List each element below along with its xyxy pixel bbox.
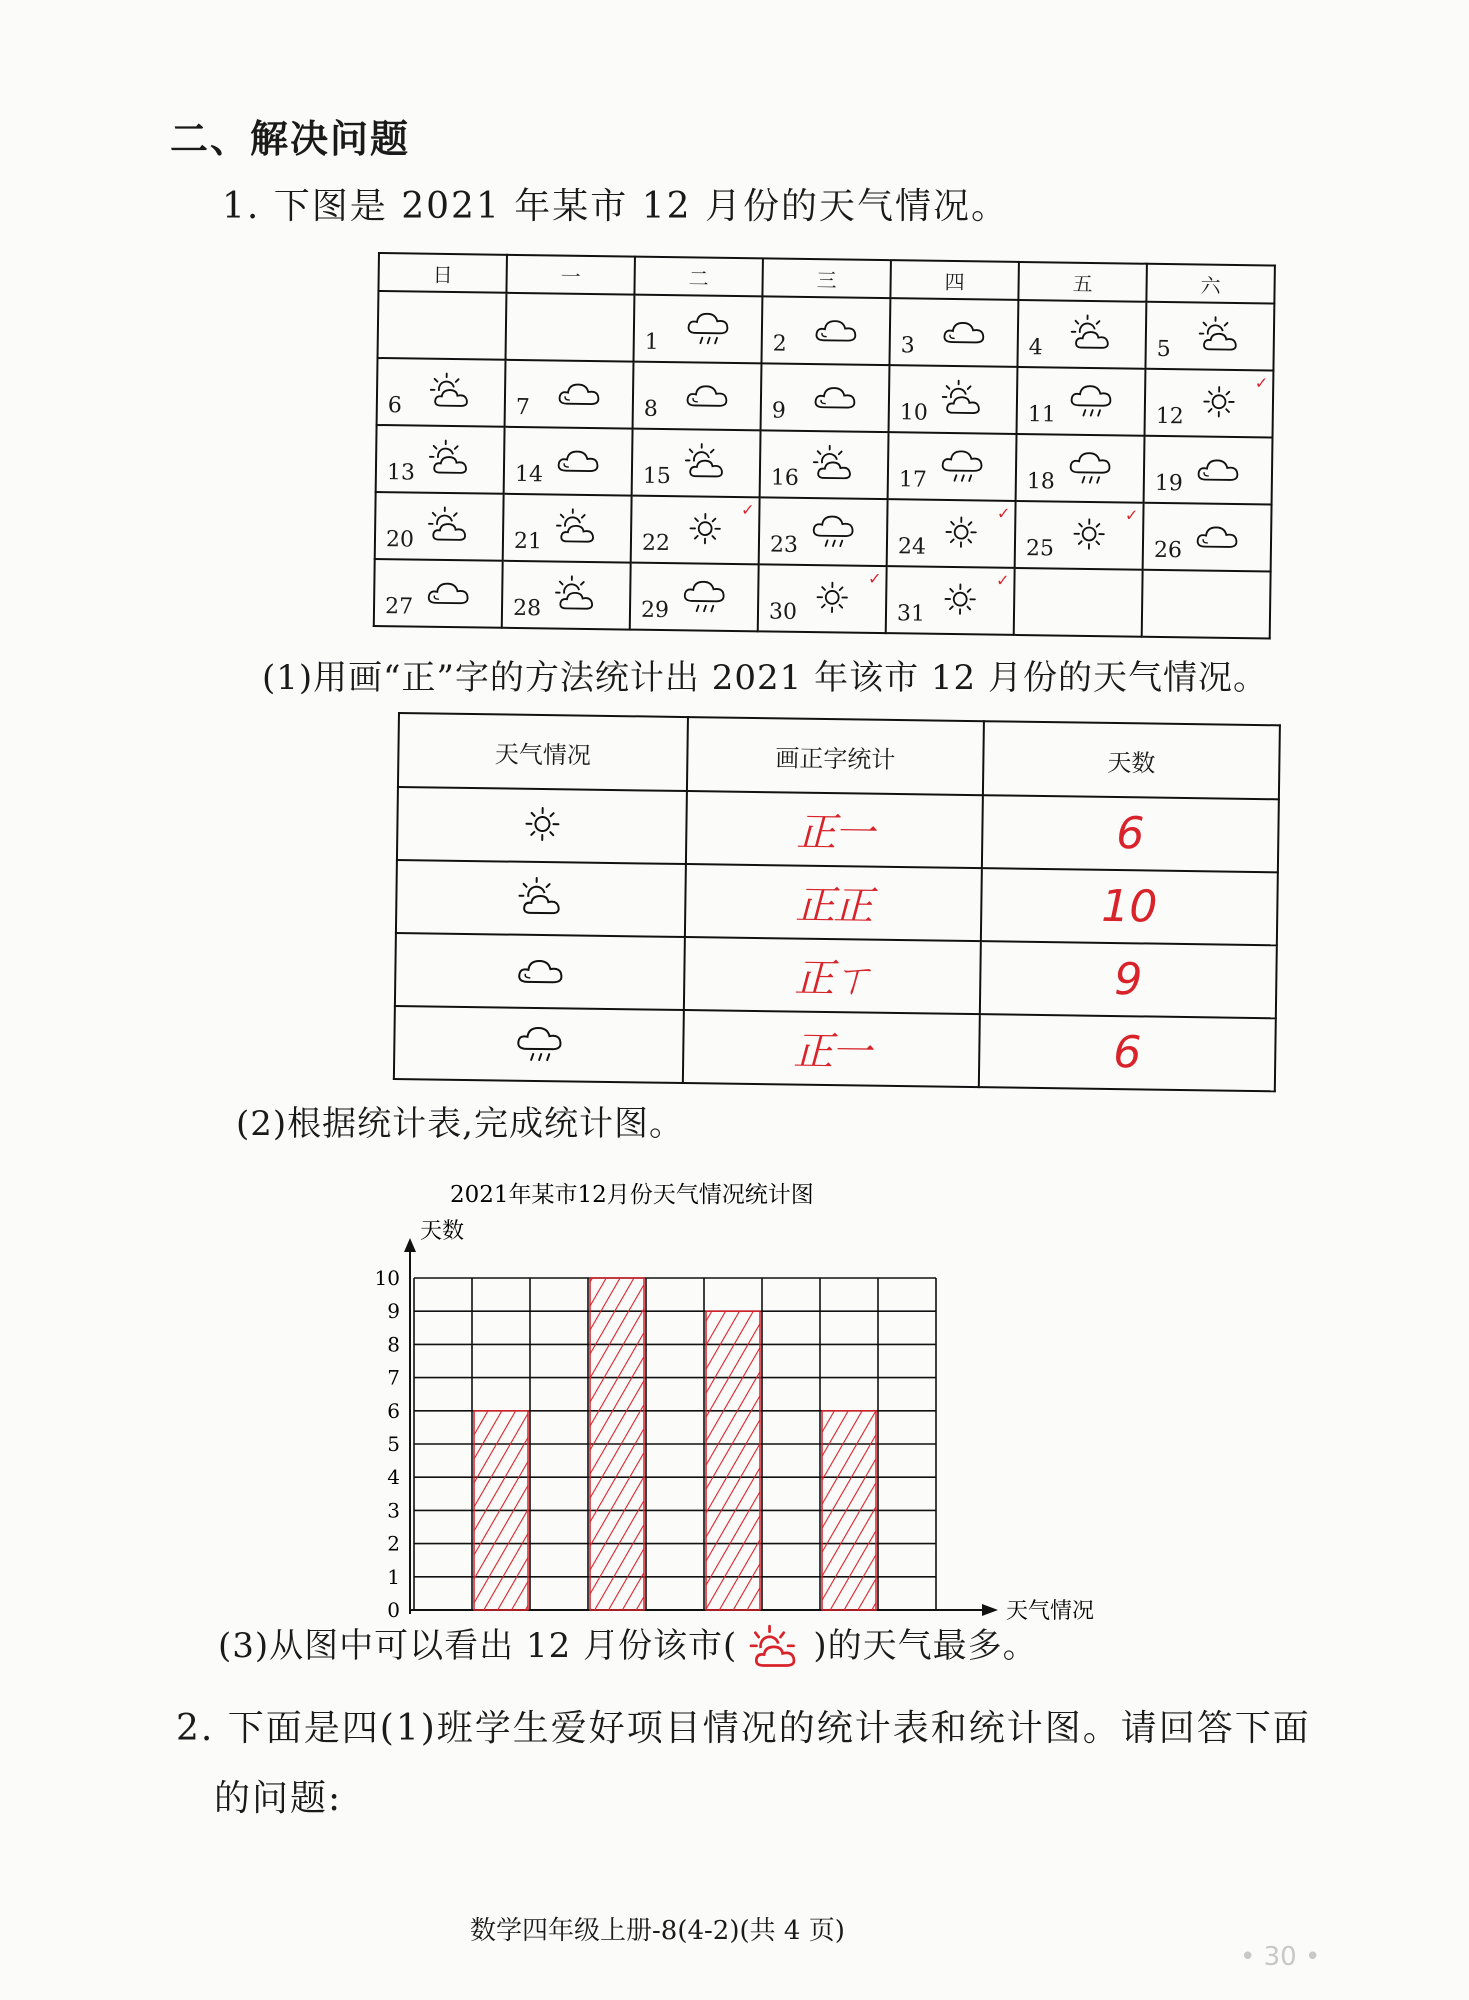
calendar-day-number: 2: [772, 331, 787, 357]
calendar-day-number: 4: [1028, 335, 1043, 361]
calendar-empty-cell: [1014, 568, 1143, 637]
calendar-day-cell: [760, 430, 889, 499]
question-2-line-1: 2. 下面是四(1)班学生爱好项目情况的统计表和统计图。请回答下面: [176, 1708, 1311, 1749]
bar-partly-cloudy-icon: [590, 1278, 644, 1610]
calendar-day-cell: [631, 496, 760, 565]
calendar-weekday-6: 六: [1146, 264, 1275, 304]
tally-day-count: 6: [979, 1014, 1276, 1091]
y-tick-label: 5: [387, 1432, 400, 1456]
chart-title: 2021年某市12月份天气情况统计图: [450, 1182, 814, 1208]
part-3-text-before: (3)从图中可以看出 12 月份该市(: [218, 1626, 738, 1666]
calendar-day-number: 18: [1026, 469, 1056, 495]
calendar-day-number: 30: [768, 599, 798, 625]
sunny-icon: [1196, 380, 1243, 423]
sunny-icon: [682, 507, 729, 550]
partly-cloudy-icon: [811, 442, 858, 485]
y-tick-label: 3: [387, 1498, 400, 1523]
rainy-icon: [1067, 446, 1114, 489]
tally-row: [397, 787, 1279, 872]
calendar-week-row: [377, 358, 1274, 438]
tally-marks: 正一: [686, 791, 983, 868]
calendar-day-cell: [632, 429, 761, 498]
calendar-day-number: 26: [1153, 537, 1183, 564]
bar-chart-svg: [340, 1162, 1100, 1632]
calendar-week-row: [374, 559, 1271, 639]
cloudy-icon: [556, 372, 603, 415]
sunny-icon: [1066, 513, 1113, 556]
calendar-day-cell: [505, 360, 634, 429]
partly-cloudy-icon: [428, 370, 475, 413]
calendar-day-number: 8: [643, 396, 659, 422]
bar-rainy-icon: [822, 1411, 876, 1610]
cloudy-icon: [813, 308, 860, 351]
tally-header-weather: 天气情况: [398, 713, 688, 791]
page-footer: 数学四年级上册-8(4-2)(共 4 页): [470, 1916, 845, 1946]
check-mark: ✓: [996, 503, 1011, 523]
calendar-day-cell: [761, 296, 890, 365]
rainy-icon: [810, 509, 857, 552]
calendar-day-cell: [1145, 369, 1274, 438]
calendar-weekday-0: 日: [378, 253, 507, 293]
question-1-intro: 1. 下图是 2021 年某市 12 月份的天气情况。: [222, 186, 1009, 227]
y-axis-label: 天数: [420, 1219, 465, 1244]
calendar-day-number: 21: [513, 528, 543, 555]
calendar-day-cell: [886, 566, 1015, 635]
y-tick-label: 8: [387, 1332, 400, 1357]
question-2-line-2: 的问题:: [214, 1778, 343, 1819]
question-1-part-1: (1)用画“正”字的方法统计出 2021 年该市 12 月份的天气情况。: [262, 658, 1268, 698]
calendar-day-number: 17: [898, 467, 928, 493]
sunny-icon: [938, 511, 985, 554]
calendar-day-cell: [761, 363, 890, 432]
question-1-part-2: (2)根据统计表,完成统计图。: [236, 1104, 684, 1144]
cloudy-icon: [684, 373, 731, 416]
rainy-icon: [939, 444, 986, 487]
calendar-weekday-1: 一: [506, 255, 635, 295]
partly-cloudy-icon: [426, 504, 473, 547]
rainy-icon: [685, 306, 732, 349]
calendar-day-number: 28: [512, 595, 542, 622]
calendar-day-number: 15: [642, 463, 672, 490]
calendar-weekday-4: 四: [890, 260, 1019, 300]
calendar-day-cell: [889, 365, 1018, 434]
section-title: 二、解决问题: [170, 117, 411, 161]
calendar-day-cell: [633, 295, 762, 364]
tally-weather-cell: [397, 787, 687, 864]
tally-weather-cell: [394, 1006, 684, 1083]
y-tick-label: 1: [387, 1564, 400, 1589]
calendar-week-row: [375, 492, 1272, 572]
y-tick-label: 6: [387, 1398, 400, 1423]
partly-cloudy-icon: [516, 874, 567, 919]
y-tick-label: 7: [387, 1365, 400, 1390]
calendar-day-cell: [502, 561, 631, 630]
sunny-icon: [937, 578, 984, 621]
calendar-day-cell: [889, 298, 1018, 367]
calendar-day-cell: [1017, 300, 1146, 369]
calendar-week-row: [376, 425, 1273, 505]
part-3-text-after: )的天气最多。: [813, 1626, 1038, 1666]
check-mark: ✓: [740, 500, 755, 520]
check-mark: ✓: [867, 568, 882, 589]
y-axis-arrow: [404, 1238, 416, 1252]
bar-cloudy-icon: [706, 1311, 760, 1610]
answer-partly-cloudy-icon: [737, 1624, 813, 1672]
calendar-empty-cell: [378, 291, 507, 360]
calendar-day-number: 13: [386, 460, 416, 486]
y-tick-label: 4: [387, 1465, 400, 1490]
calendar-day-cell: [375, 492, 504, 561]
calendar-empty-cell: [506, 293, 635, 362]
calendar-day-number: 14: [514, 461, 544, 488]
cloudy-icon: [555, 438, 602, 481]
tally-marks: 正一: [683, 1010, 980, 1087]
calendar-day-number: 6: [387, 393, 403, 419]
rainy-icon: [681, 574, 728, 617]
rainy-icon: [514, 1020, 565, 1065]
question-1-part-3: [218, 1618, 1038, 1672]
calendar-day-number: 12: [1155, 403, 1184, 430]
calendar-day-number: 7: [515, 394, 531, 421]
calendar-day-cell: [1016, 434, 1145, 503]
calendar-week-row: [378, 291, 1275, 371]
calendar-day-cell: [759, 497, 888, 566]
weather-bar-chart: [340, 1162, 1100, 1636]
calendar-day-number: 27: [384, 594, 414, 620]
calendar-day-cell: [1143, 503, 1272, 572]
partly-cloudy-icon: [553, 572, 600, 615]
tally-day-count: 9: [980, 941, 1277, 1018]
calendar-weekday-5: 五: [1018, 262, 1147, 302]
tally-row: [396, 860, 1278, 945]
calendar-day-cell: [888, 432, 1017, 501]
partly-cloudy-icon: [427, 437, 474, 480]
calendar-day-number: 10: [899, 400, 928, 426]
tally-day-count: 10: [981, 868, 1278, 945]
calendar-day-number: 25: [1025, 536, 1055, 562]
partly-cloudy-icon: [1069, 312, 1116, 355]
partly-cloudy-icon: [683, 440, 730, 483]
y-tick-label: 0: [387, 1598, 400, 1622]
calendar-day-number: 3: [900, 333, 915, 359]
calendar-day-number: 31: [896, 601, 926, 627]
calendar-day-cell: [503, 494, 632, 563]
calendar-day-number: 5: [1156, 336, 1171, 363]
calendar-day-number: 20: [385, 527, 415, 553]
calendar-day-number: 11: [1027, 402, 1056, 428]
cloudy-icon: [425, 571, 472, 614]
tally-marks: 正ㄒ: [684, 937, 981, 1014]
partly-cloudy-icon: [554, 505, 601, 548]
calendar-weekday-3: 三: [762, 258, 891, 298]
calendar-day-number: 23: [769, 532, 799, 558]
calendar-day-number: 16: [770, 465, 800, 491]
calendar-day-cell: [374, 559, 503, 628]
cloudy-icon: [941, 310, 988, 353]
bar-sunny-icon: [474, 1411, 528, 1610]
y-tick-label: 10: [374, 1266, 400, 1290]
calendar-day-number: 29: [640, 597, 670, 624]
tally-header-days: 天数: [983, 721, 1280, 799]
calendar-day-cell: [887, 499, 1016, 568]
check-mark: ✓: [1254, 373, 1269, 393]
tally-day-count: 6: [982, 795, 1279, 872]
calendar-empty-cell: [1142, 570, 1271, 639]
y-tick-label: 9: [387, 1299, 400, 1324]
calendar-day-number: 24: [897, 534, 927, 560]
calendar-day-cell: [376, 425, 505, 494]
calendar-day-cell: [377, 358, 506, 427]
calendar-day-cell: [1145, 302, 1274, 371]
calendar-day-cell: [1017, 367, 1146, 436]
calendar-day-cell: [633, 362, 762, 431]
partly-cloudy-icon: [940, 377, 987, 420]
tally-table: [393, 712, 1281, 1092]
cloudy-icon: [515, 947, 566, 992]
x-axis-label: 天气情况: [1006, 1599, 1095, 1624]
calendar-day-number: 22: [641, 530, 671, 557]
calendar-weekday-2: 二: [634, 257, 763, 297]
calendar-day-cell: [504, 427, 633, 496]
sunny-icon: [517, 801, 568, 846]
calendar-day-cell: [1144, 436, 1273, 505]
check-mark: ✓: [1124, 505, 1139, 525]
calendar-day-cell: [758, 564, 887, 633]
sunny-icon: [809, 576, 856, 619]
cloudy-icon: [812, 375, 859, 418]
weather-calendar: [373, 252, 1276, 640]
calendar-day-number: 9: [771, 398, 786, 424]
page-number: • 30 •: [1240, 1942, 1321, 1972]
cloudy-icon: [1195, 447, 1242, 490]
calendar-day-number: 1: [644, 329, 659, 355]
tally-row: [395, 933, 1277, 1018]
tally-row: [394, 1006, 1276, 1091]
calendar-day-number: 19: [1154, 470, 1184, 497]
calendar-day-cell: [630, 563, 759, 632]
partly-cloudy-icon: [1197, 313, 1244, 356]
check-mark: ✓: [995, 570, 1010, 590]
tally-marks: 正正: [685, 864, 982, 941]
y-tick-label: 2: [387, 1531, 400, 1556]
cloudy-icon: [1194, 514, 1241, 557]
calendar-day-cell: [1015, 501, 1144, 570]
x-axis-arrow: [982, 1604, 998, 1616]
tally-header-marks: 画正字统计: [687, 717, 984, 795]
rainy-icon: [1068, 379, 1115, 422]
tally-weather-cell: [395, 933, 685, 1010]
tally-weather-cell: [396, 860, 686, 937]
